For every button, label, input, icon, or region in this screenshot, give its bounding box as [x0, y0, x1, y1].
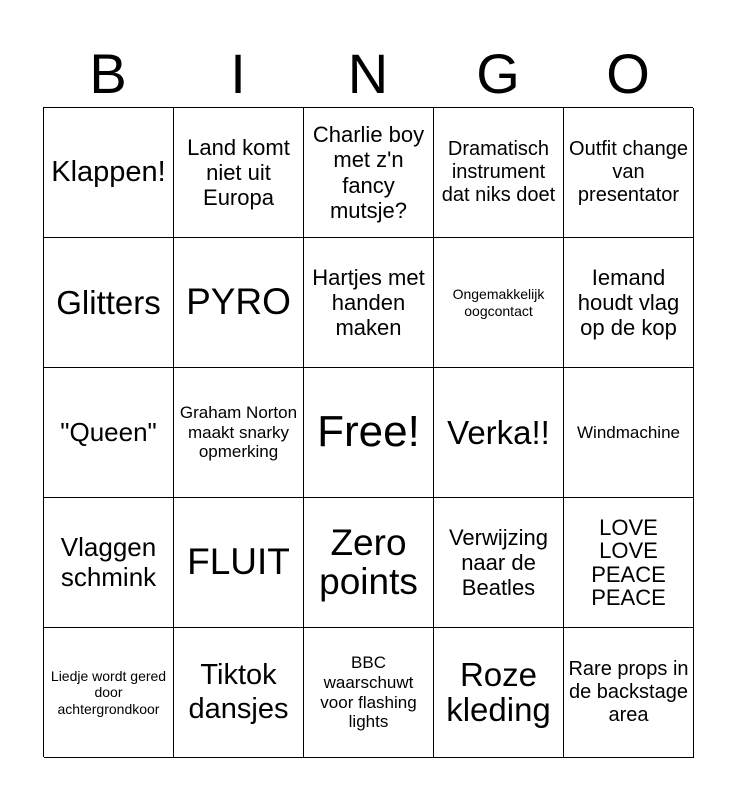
- bingo-cell[interactable]: Verka!!: [434, 368, 564, 498]
- header-letter-n: N: [347, 42, 389, 105]
- bingo-card-grid: [43, 107, 693, 757]
- bingo-cell[interactable]: PYRO: [174, 238, 304, 368]
- bingo-cell[interactable]: Graham Norton maakt snarky opmerking: [174, 368, 304, 498]
- bingo-cell[interactable]: Zero points: [304, 498, 434, 628]
- bingo-cell[interactable]: Verwijzing naar de Beatles: [434, 498, 564, 628]
- free-space-cell[interactable]: Free!: [304, 368, 434, 498]
- bingo-cell[interactable]: FLUIT: [174, 498, 304, 628]
- bingo-cell[interactable]: LOVE LOVE PEACE PEACE: [564, 498, 694, 628]
- bingo-cell[interactable]: Liedje wordt gered door achtergrondkoor: [44, 628, 174, 758]
- bingo-cell[interactable]: Roze kleding: [434, 628, 564, 758]
- bingo-cell[interactable]: Iemand houdt vlag op de kop: [564, 238, 694, 368]
- bingo-cell[interactable]: Land komt niet uit Europa: [174, 108, 304, 238]
- header-letter-b: B: [89, 42, 127, 105]
- bingo-cell[interactable]: Hartjes met handen maken: [304, 238, 434, 368]
- header-letter-i: I: [230, 42, 246, 105]
- bingo-cell[interactable]: Klappen!: [44, 108, 174, 238]
- bingo-header: [43, 40, 693, 108]
- bingo-cell[interactable]: Outfit change van presentator: [564, 108, 694, 238]
- bingo-cell[interactable]: Glitters: [44, 238, 174, 368]
- bingo-cell[interactable]: Tiktok dansjes: [174, 628, 304, 758]
- bingo-cell[interactable]: Vlaggen schmink: [44, 498, 174, 628]
- bingo-cell[interactable]: Charlie boy met z'n fancy mutsje?: [304, 108, 434, 238]
- bingo-cell[interactable]: Ongemakkelijk oogcontact: [434, 238, 564, 368]
- bingo-cell[interactable]: BBC waarschuwt voor flashing lights: [304, 628, 434, 758]
- bingo-cell[interactable]: Rare props in de backstage area: [564, 628, 694, 758]
- bingo-cell[interactable]: Windmachine: [564, 368, 694, 498]
- bingo-cell[interactable]: Dramatisch instrument dat niks doet: [434, 108, 564, 238]
- header-letter-g: G: [476, 42, 520, 105]
- bingo-cell[interactable]: "Queen": [44, 368, 174, 498]
- header-letter-o: O: [606, 42, 650, 105]
